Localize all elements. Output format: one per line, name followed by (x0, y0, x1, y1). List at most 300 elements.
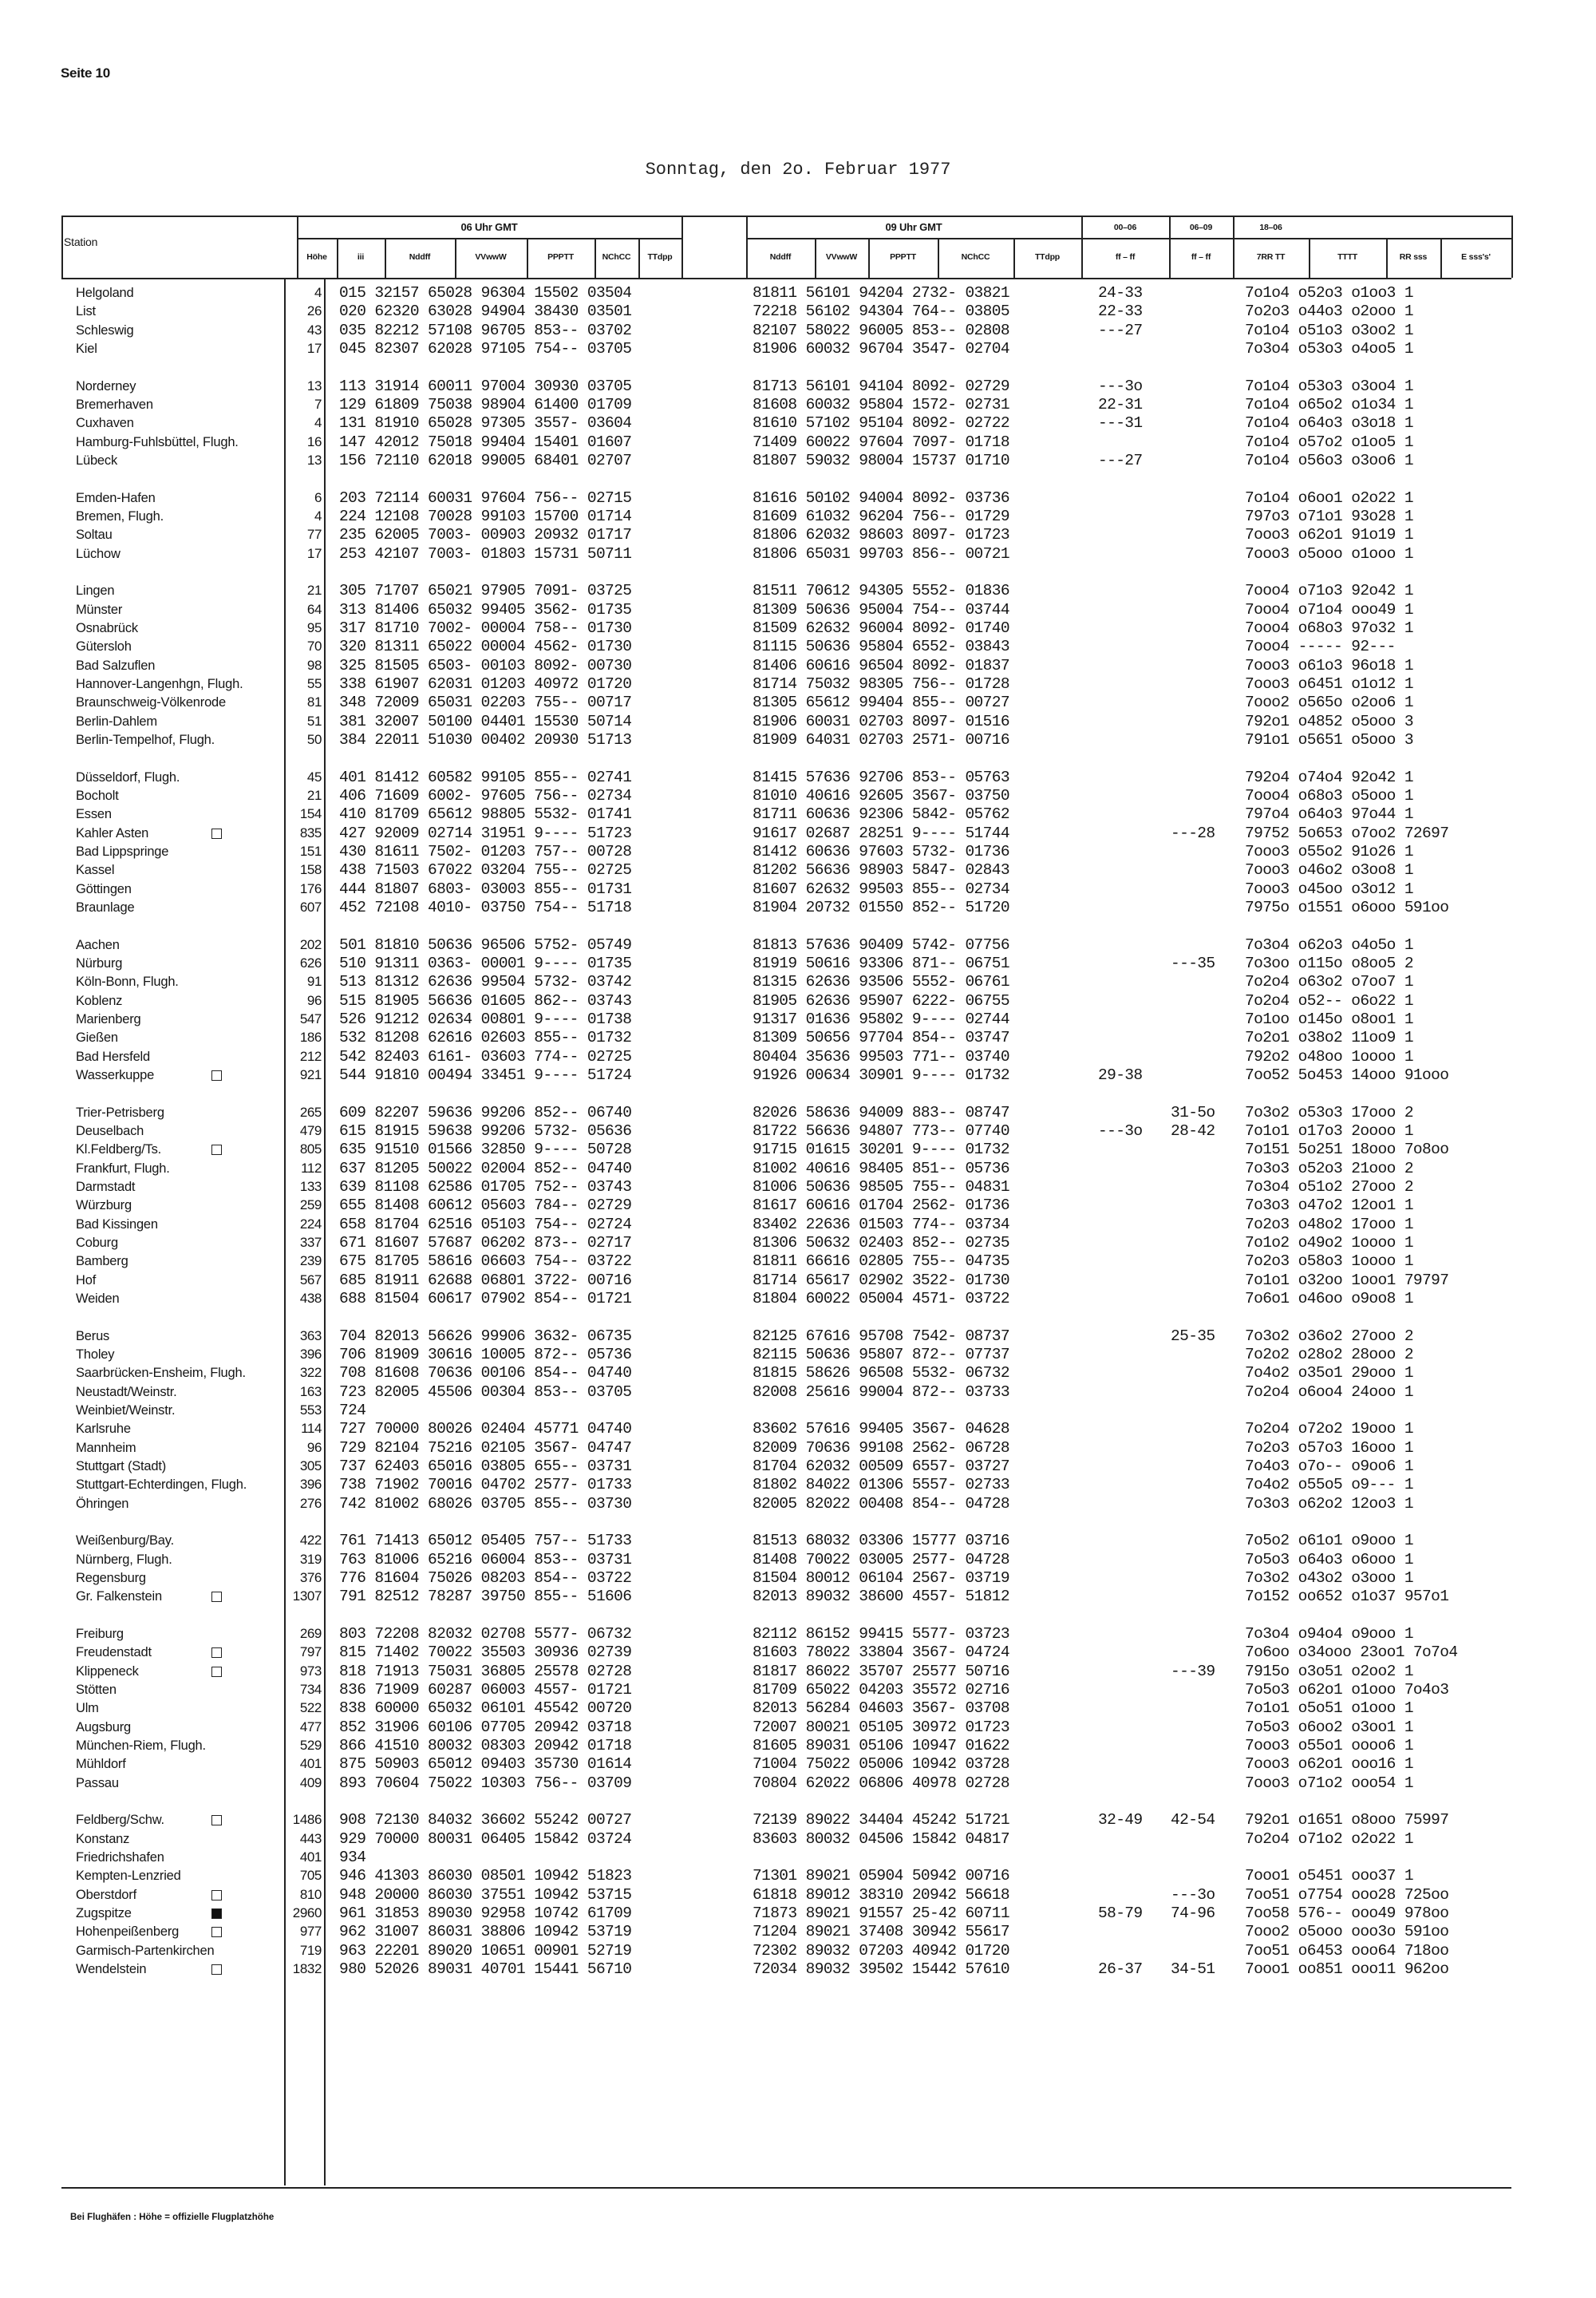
obs-09: 81709 65022 04203 35572 02716 (753, 1680, 1009, 1699)
station-hoehe: 2960 (292, 1904, 322, 1920)
obs-06: 724 (339, 1401, 366, 1419)
ext-00-06: ---31 (1098, 414, 1143, 433)
obs-06: 113 31914 60011 97004 30930 03705 (339, 377, 632, 395)
ext-18-06: 7ooo3 o62o1 91o19 1 (1245, 526, 1413, 544)
obs-06: 542 82403 6161- 03603 774-- 02725 (339, 1047, 632, 1066)
obs-09: 81415 57636 92706 853-- 05763 (753, 768, 1009, 786)
station-hoehe: 810 (299, 1886, 322, 1902)
station-hoehe: 797 (299, 1644, 322, 1660)
obs-09: 81513 68032 03306 15777 03716 (753, 1532, 1009, 1550)
station-hoehe: 529 (299, 1737, 322, 1753)
obs-09: 81807 59032 98004 15737 01710 (753, 452, 1009, 469)
ext-18-06: 792o1 o4852 o5ooo 3 (1245, 712, 1413, 730)
station-name: Mannheim (76, 1440, 136, 1455)
station-name: Göttingen (76, 881, 132, 896)
ext-18-06: 7o2o4 o63o2 o7oo7 1 (1245, 973, 1413, 991)
obs-09: 71873 89021 91557 25-42 60711 (753, 1904, 1009, 1922)
obs-06: 875 50903 65012 09403 35730 01614 (339, 1755, 632, 1774)
obs-06: 609 82207 59636 99206 852-- 06740 (339, 1103, 632, 1121)
header-group-divider (681, 216, 683, 278)
ext-18-06: 7o1o4 o53o3 o3oo4 1 (1245, 377, 1413, 395)
header-09-col: Nddff (769, 252, 792, 262)
station-hoehe: 186 (299, 1030, 322, 1046)
station-hoehe: 337 (299, 1234, 322, 1250)
obs-09: 81406 60616 96504 8092- 01837 (753, 656, 1009, 674)
header-rule-top (61, 216, 1511, 217)
obs-09: 81305 65612 99404 855-- 00727 (753, 694, 1009, 712)
station-hoehe: 151 (299, 843, 322, 859)
open-square-icon (211, 1592, 222, 1602)
station-hoehe: 17 (306, 545, 322, 561)
ext-18-06: 7ooo4 o71o4 ooo49 1 (1245, 600, 1413, 619)
obs-09: 82125 67616 95708 7542- 08737 (753, 1327, 1009, 1345)
obs-09: 82005 82022 00408 854-- 04728 (753, 1494, 1009, 1513)
ext-18-06: 7o3o4 o51o2 27ooo 2 (1245, 1177, 1413, 1196)
open-square-icon (211, 1890, 222, 1900)
ext-18-06: 7o1oo o145o o8oo1 1 (1245, 1010, 1413, 1028)
ext-18-06: 7o4o3 o7o-- o9oo6 1 (1245, 1458, 1413, 1475)
obs-09: 72218 56102 94304 764-- 03805 (753, 303, 1009, 321)
header-ext-col: TTTT (1337, 252, 1357, 262)
obs-06: 893 70604 75022 10303 756-- 03709 (339, 1774, 632, 1792)
station-name: Konstanz (76, 1831, 130, 1846)
station-hoehe: 158 (299, 862, 322, 878)
ext-18-06: 7oo58 576-- ooo49 978oo (1245, 1904, 1449, 1922)
obs-09: 71204 89021 37408 30942 55617 (753, 1923, 1009, 1941)
station-name: Freudenstadt (76, 1643, 152, 1662)
ext-18-06: 7ooo3 o71o2 ooo54 1 (1245, 1774, 1413, 1792)
station-name: Hohenpeißenberg (76, 1922, 179, 1941)
obs-06: 685 81911 62688 06801 3722- 00716 (339, 1271, 632, 1289)
obs-09: 91617 02687 28251 9---- 51744 (753, 824, 1009, 842)
ext-18-06: 7o3o2 o36o2 27ooo 2 (1245, 1327, 1413, 1345)
station-name: Braunschweig-Völkenrode (76, 695, 227, 710)
ext-06-09: ---3o (1171, 1885, 1215, 1904)
station-name: Düsseldorf, Flugh. (76, 769, 180, 785)
station-hoehe: 70 (306, 639, 322, 655)
station-name: Nürburg (76, 955, 123, 971)
ext-18-06: 7o2o2 o28o2 28ooo 2 (1245, 1345, 1413, 1363)
station-name: Gießen (76, 1030, 118, 1046)
station-name: Gr. Falkenstein (76, 1587, 162, 1606)
station-hoehe: 96 (306, 1439, 322, 1455)
obs-09: 81919 50616 93306 871-- 06751 (753, 954, 1009, 972)
obs-06: 738 71902 70016 04702 2577- 01733 (339, 1476, 632, 1494)
obs-09: 71409 60022 97604 7097- 01718 (753, 433, 1009, 451)
obs-06: 948 20000 86030 37551 10942 53715 (339, 1885, 632, 1904)
station-hoehe: 16 (306, 433, 322, 449)
station-name: Essen (76, 807, 112, 822)
obs-09: 82013 56284 04603 3567- 03708 (753, 1699, 1009, 1718)
obs-09: 81509 62632 96004 8092- 01740 (753, 619, 1009, 637)
station-name: Marienberg (76, 1011, 141, 1026)
ext-18-06: 797o3 o71o1 93o28 1 (1245, 507, 1413, 525)
obs-06: 320 81311 65022 00004 4562- 01730 (339, 638, 632, 656)
station-name: Karlsruhe (76, 1422, 131, 1437)
station-name: Berus (76, 1328, 110, 1343)
station-hoehe: 1486 (292, 1812, 322, 1828)
obs-09: 81607 62632 99503 855-- 02734 (753, 880, 1009, 898)
obs-06: 348 72009 65031 02203 755-- 00717 (339, 694, 632, 712)
station-hoehe: 1832 (292, 1961, 322, 1976)
ext-18-06: 7o2o3 o48o2 17ooo 1 (1245, 1215, 1413, 1233)
obs-06: 325 81505 6503- 00103 8092- 00730 (339, 656, 632, 674)
station-name: Bremen, Flugh. (76, 508, 164, 524)
ext-00-06: 29-38 (1098, 1066, 1143, 1084)
ext-18-06: 7ooo4 o71o3 92o42 1 (1245, 582, 1413, 600)
ext-18-06: 7o3o4 o53o3 o4oo5 1 (1245, 340, 1413, 358)
obs-09: 81609 61032 96204 756-- 01729 (753, 507, 1009, 525)
ext-18-06: 7o1o4 o6oo1 o2o22 1 (1245, 488, 1413, 507)
obs-09: 80404 35636 99503 771-- 03740 (753, 1047, 1009, 1066)
station-name: Bad Kissingen (76, 1216, 158, 1232)
station-hoehe: 276 (299, 1495, 322, 1511)
station-hoehe: 17 (306, 341, 322, 357)
station-hoehe: 114 (301, 1421, 322, 1437)
station-hoehe: 7 (314, 397, 322, 412)
station-name: Passau (76, 1775, 119, 1790)
station-name: Schleswig (76, 322, 134, 338)
obs-09: 81802 84022 01306 5557- 02733 (753, 1476, 1009, 1494)
station-hoehe: 522 (299, 1700, 322, 1716)
station-hoehe: 547 (299, 1011, 322, 1026)
obs-09: 81115 50636 95804 6552- 03843 (753, 638, 1009, 656)
obs-09: 81904 20732 01550 852-- 51720 (753, 899, 1009, 916)
ext-18-06: 7o2o4 o52-- o6o22 1 (1245, 991, 1413, 1010)
station-hoehe: 477 (299, 1719, 322, 1734)
station-name: Koblenz (76, 993, 123, 1008)
obs-06: 708 81608 70636 00106 854-- 04740 (339, 1364, 632, 1382)
obs-09: 81010 40616 92605 3567- 03750 (753, 786, 1009, 805)
ext-18-06: 7o3o3 o47o2 12oo1 1 (1245, 1196, 1413, 1215)
station-name: Wasserkuppe (76, 1066, 154, 1085)
ext-18-06: 7o1o4 o56o3 o3oo6 1 (1245, 452, 1413, 469)
obs-06: 962 31007 86031 38806 10942 53719 (339, 1923, 632, 1941)
station-hoehe: 21 (306, 583, 322, 599)
ext-18-06: 7o2o1 o38o2 11oo9 1 (1245, 1029, 1413, 1047)
station-name: Oberstdorf (76, 1885, 136, 1904)
station-hoehe: 607 (299, 900, 322, 915)
obs-09: 72007 80021 05105 30972 01723 (753, 1718, 1009, 1736)
obs-06: 852 31906 60106 07705 20942 03718 (339, 1718, 632, 1736)
station-name: Klippeneck (76, 1662, 139, 1681)
obs-09: 71004 75022 05006 10942 03728 (753, 1755, 1009, 1774)
obs-06: 510 91311 0363- 00001 9---- 01735 (339, 954, 632, 972)
station-hoehe: 154 (299, 806, 322, 822)
ext-18-06: 7o1o2 o49o2 1oooo 1 (1245, 1233, 1413, 1252)
obs-09: 81714 75032 98305 756-- 01728 (753, 674, 1009, 693)
ext-18-06: 7o6o1 o46oo o9oo8 1 (1245, 1290, 1413, 1307)
obs-06: 020 62320 63028 94904 38430 03501 (339, 303, 632, 321)
obs-06: 980 52026 89031 40701 15441 56710 (339, 1960, 632, 1978)
station-name: Zugspitze (76, 1904, 132, 1923)
header-left-border (61, 216, 63, 278)
ext-18-06: 7o152 oo652 o1o37 957o1 (1245, 1588, 1449, 1606)
obs-06: 035 82212 57108 96705 853-- 03702 (339, 321, 632, 339)
obs-06: 637 81205 50022 02004 852-- 04740 (339, 1159, 632, 1177)
obs-06: 253 42107 7003- 01803 15731 50711 (339, 544, 632, 563)
obs-09: 82107 58022 96005 853-- 02808 (753, 321, 1009, 339)
ext-18-06: 7o6oo o34ooo 23oo1 7o7o4 (1245, 1643, 1458, 1662)
ext-18-06: 79752 5o653 o7oo2 72697 (1245, 824, 1449, 842)
station-hoehe: 719 (299, 1942, 322, 1958)
station-name: Feldberg/Schw. (76, 1810, 164, 1829)
obs-06: 131 81910 65028 97305 3557- 03604 (339, 414, 632, 433)
footnote: Bei Flughäfen : Höhe = offizielle Flugplatzhöhe (70, 2213, 275, 2222)
ext-18-06: 7o4o2 o35o1 29ooo 1 (1245, 1364, 1413, 1382)
obs-09: 71301 89021 05904 50942 00716 (753, 1867, 1009, 1885)
ext-18-06: 7ooo1 o5451 ooo37 1 (1245, 1867, 1413, 1885)
station-hoehe: 422 (299, 1533, 322, 1548)
ext-18-06: 7ooo3 o61o3 96o18 1 (1245, 656, 1413, 674)
header-group-divider (1511, 216, 1513, 278)
ext-18-06: 7oo51 o6453 ooo64 718oo (1245, 1941, 1449, 1960)
station-hoehe: 96 (306, 992, 322, 1008)
ext-18-06: 7o3oo o115o o8oo5 2 (1245, 954, 1413, 972)
obs-06: 737 62403 65016 03805 655-- 03731 (339, 1458, 632, 1475)
obs-09: 81608 60032 95804 1572- 02731 (753, 396, 1009, 413)
ext-18-06: 7ooo1 oo851 ooo11 962oo (1245, 1960, 1449, 1978)
obs-09: 81412 60636 97603 5732- 01736 (753, 842, 1009, 860)
station-name: Soltau (76, 528, 113, 543)
station-name: Lingen (76, 583, 115, 599)
obs-09: 91926 00634 30901 9---- 01732 (753, 1066, 1009, 1084)
station-hoehe: 6 (314, 489, 322, 505)
obs-09: 81906 60031 02703 8097- 01516 (753, 712, 1009, 730)
obs-06: 615 81915 59638 99206 5732- 05636 (339, 1121, 632, 1140)
station-hoehe: 269 (299, 1625, 322, 1641)
ext-00-06: ---3o (1098, 1121, 1143, 1140)
station-name: Ulm (76, 1701, 99, 1716)
station-name: Coburg (76, 1235, 118, 1250)
open-square-icon (211, 1070, 222, 1081)
station-hoehe: 13 (306, 378, 322, 394)
station-name: Kl.Feldberg/Ts. (76, 1140, 161, 1159)
station-name: Berlin-Tempelhof, Flugh. (76, 733, 215, 747)
ext-06-09: 25-35 (1171, 1327, 1215, 1345)
ext-00-06: 26-37 (1098, 1960, 1143, 1978)
station-name: Würzburg (76, 1198, 132, 1213)
obs-09: 81711 60636 92306 5842- 05762 (753, 805, 1009, 824)
station-hoehe: 95 (306, 619, 322, 635)
obs-09: 81909 64031 02703 2571- 00716 (753, 731, 1009, 749)
ext-18-06: 7o2o4 o72o2 19ooo 1 (1245, 1420, 1413, 1438)
obs-06: 704 82013 56626 99906 3632- 06735 (339, 1327, 632, 1345)
ext-18-06: 7975o o1551 o6ooo 591oo (1245, 899, 1449, 916)
obs-06: 742 81002 68026 03705 855-- 03730 (339, 1494, 632, 1513)
ext-18-06: 7ooo4 ----- 92--- (1245, 638, 1396, 656)
obs-06: 763 81006 65216 06004 853-- 03731 (339, 1550, 632, 1568)
obs-09: 82112 86152 99415 5577- 03723 (753, 1624, 1009, 1643)
ext-06-09: ---28 (1171, 824, 1215, 842)
station-name: München-Riem, Flugh. (76, 1738, 206, 1753)
ext-18-06: 7o3o4 o62o3 o4o5o 1 (1245, 935, 1413, 954)
header-ext-col: 7RR TT (1256, 252, 1286, 262)
ext-00-06: 22-33 (1098, 303, 1143, 321)
station-name: Stötten (76, 1682, 117, 1697)
ext-18-06: 792o1 o1651 o8ooo 75997 (1245, 1811, 1449, 1829)
obs-06: 838 60000 65032 06101 45542 00720 (339, 1699, 632, 1718)
station-hoehe: 553 (299, 1402, 322, 1418)
ext-18-06: 7o5o3 o64o3 o6ooo 1 (1245, 1550, 1413, 1568)
station-hoehe: 55 (306, 675, 322, 691)
ext-18-06: 7ooo3 o5ooo o1ooo 1 (1245, 544, 1413, 563)
obs-06: 729 82104 75216 02105 3567- 04747 (339, 1438, 632, 1457)
obs-09: 81616 50102 94004 8092- 03736 (753, 488, 1009, 507)
station-hoehe: 977 (299, 1924, 322, 1940)
station-name: Wendelstein (76, 1960, 146, 1979)
station-name: List (76, 304, 96, 319)
obs-06: 866 41510 80032 08303 20942 01718 (339, 1736, 632, 1754)
header-ext-col: E sss's' (1461, 252, 1491, 262)
station-name: Frankfurt, Flugh. (76, 1161, 170, 1176)
obs-09: 81906 60032 96704 3547- 02704 (753, 340, 1009, 358)
station-hoehe: 322 (299, 1365, 322, 1381)
ext-18-06: 7o3o3 o52o3 21ooo 2 (1245, 1159, 1413, 1177)
station-name: Hof (76, 1272, 97, 1287)
ext-18-06: 7o5o2 o61o1 o9ooo 1 (1245, 1532, 1413, 1550)
header-rule-mid-09 (746, 238, 1081, 239)
ext-18-06: 7o3o3 o62o2 12oo3 1 (1245, 1494, 1413, 1513)
station-hoehe: 265 (299, 1104, 322, 1120)
station-hoehe: 133 (299, 1178, 322, 1194)
obs-06: 526 91212 02634 00801 9---- 01738 (339, 1010, 632, 1028)
ext-18-06: 7oo51 o7754 ooo28 725oo (1245, 1885, 1449, 1904)
station-name: Kiel (76, 342, 97, 357)
station-hoehe: 443 (299, 1830, 322, 1846)
station-hoehe: 401 (299, 1849, 322, 1865)
station-hoehe: 64 (306, 601, 322, 617)
station-hoehe: 363 (299, 1327, 322, 1343)
obs-06: 045 82307 62028 97105 754-- 03705 (339, 340, 632, 358)
open-square-icon (211, 1964, 222, 1975)
ext-18-06: 7ooo3 o46o2 o3oo8 1 (1245, 861, 1413, 880)
header-iii: iii (357, 252, 365, 262)
header-station: Station (64, 235, 98, 248)
obs-09: 91317 01636 95802 9---- 02744 (753, 1010, 1009, 1028)
station-hoehe: 438 (299, 1291, 322, 1306)
ext-18-06: 7ooo3 o62o1 ooo16 1 (1245, 1755, 1413, 1774)
obs-09: 83603 80032 04506 15842 04817 (753, 1829, 1009, 1848)
ext-06-09: ---35 (1171, 954, 1215, 972)
station-hoehe: 319 (299, 1551, 322, 1567)
obs-09: 81617 60616 01704 2562- 01736 (753, 1196, 1009, 1215)
open-square-icon (211, 1145, 222, 1155)
obs-09: 81811 56101 94204 2732- 03821 (753, 284, 1009, 302)
station-hoehe: 81 (306, 694, 322, 710)
obs-09: 81309 50656 97704 854-- 03747 (753, 1029, 1009, 1047)
station-name: Garmisch-Partenkirchen (76, 1943, 215, 1958)
station-name: Münster (76, 602, 123, 617)
station-name: Regensburg (76, 1570, 146, 1585)
header-06-col: VVwwW (475, 252, 507, 262)
header-06-title: 06 Uhr GMT (460, 221, 518, 233)
ext-00-06: 32-49 (1098, 1811, 1143, 1829)
station-name: Saarbrücken-Ensheim, Flugh. (76, 1366, 246, 1381)
obs-09: 82115 50636 95807 872-- 07737 (753, 1345, 1009, 1363)
header-06-col: TTdpp (647, 252, 673, 262)
obs-06: 515 81905 56636 01605 862-- 03743 (339, 991, 632, 1010)
header-ext-col: RR sss (1399, 252, 1428, 262)
station-name: Köln-Bonn, Flugh. (76, 975, 179, 990)
obs-06: 384 22011 51030 00402 20930 51713 (339, 731, 632, 749)
station-name: Norderney (76, 378, 136, 394)
obs-06: 946 41303 86030 08501 10942 51823 (339, 1867, 632, 1885)
obs-06: 639 81108 62586 01705 752-- 03743 (339, 1177, 632, 1196)
header-06-col: PPPTT (547, 252, 574, 262)
ext-18-06: 7o2o4 o6oo4 24ooo 1 (1245, 1382, 1413, 1401)
obs-06: 317 81710 7002- 00004 758-- 01730 (339, 619, 632, 637)
obs-09: 82013 89032 38600 4557- 51812 (753, 1588, 1009, 1606)
station-name: Stuttgart (Stadt) (76, 1459, 167, 1473)
ext-18-06: 7o2o3 o44o3 o2ooo 1 (1245, 303, 1413, 321)
ext-06-09: 42-54 (1171, 1811, 1215, 1829)
station-name: Friedrichshafen (76, 1849, 164, 1865)
ext-18-06: 7915o o3o51 o2oo2 1 (1245, 1662, 1413, 1680)
station-hoehe: 112 (301, 1160, 322, 1176)
open-square-icon (211, 1647, 222, 1658)
station-name: Gütersloh (76, 639, 132, 655)
station-name: Mühldorf (76, 1757, 126, 1772)
obs-09: 81408 70022 03005 2577- 04728 (753, 1550, 1009, 1568)
station-name: Hannover-Langenhgn, Flugh. (76, 676, 243, 691)
obs-06: 658 81704 62516 05103 754-- 02724 (339, 1215, 632, 1233)
obs-06: 635 91510 01566 32850 9---- 50728 (339, 1141, 632, 1159)
obs-09: 81511 70612 94305 5552- 01836 (753, 582, 1009, 600)
station-name: Lüchow (76, 546, 120, 561)
obs-09: 81315 62636 93506 5552- 06761 (753, 973, 1009, 991)
ext-06-09: 34-51 (1171, 1960, 1215, 1978)
ext-18-06: 7o1o1 o5o51 o1ooo 1 (1245, 1699, 1413, 1718)
header-09-col: VVwwW (825, 252, 858, 262)
ext-18-06: 7oo52 5o453 14ooo 91ooo (1245, 1066, 1449, 1084)
station-name: Emden-Hafen (76, 490, 156, 505)
obs-09: 81811 66616 02805 755-- 04735 (753, 1252, 1009, 1271)
obs-09: 81610 57102 95104 8092- 02722 (753, 414, 1009, 433)
station-hoehe: 51 (306, 713, 322, 729)
obs-09: 72034 89032 39502 15442 57610 (753, 1960, 1009, 1978)
obs-06: 961 31853 89030 92958 10742 61709 (339, 1904, 632, 1922)
obs-09: 82026 58636 94009 883-- 08747 (753, 1103, 1009, 1121)
station-hoehe: 835 (299, 825, 322, 840)
station-hoehe: 21 (306, 787, 322, 803)
header-rule-bottom (61, 278, 1511, 279)
obs-06: 929 70000 80031 06405 15842 03724 (339, 1829, 632, 1848)
ext-18-06: 7ooo3 o55o2 91o26 1 (1245, 842, 1413, 860)
obs-09: 81605 89031 05106 10947 01622 (753, 1736, 1009, 1754)
obs-06: 532 81208 62616 02603 855-- 01732 (339, 1029, 632, 1047)
station-name: Öhringen (76, 1496, 129, 1511)
ext-18-06: 7o3o4 o94o4 o9ooo 1 (1245, 1624, 1413, 1643)
station-name: Darmstadt (76, 1179, 136, 1194)
obs-06: 513 81312 62636 99504 5732- 03742 (339, 973, 632, 991)
station-name: Kassel (76, 863, 115, 878)
ext-18-06: 7o3o2 o43o2 o3ooo 1 (1245, 1568, 1413, 1587)
obs-06: 235 62005 7003- 00903 20932 01717 (339, 526, 632, 544)
station-hoehe: 239 (299, 1253, 322, 1269)
obs-09: 81603 78022 33804 3567- 04724 (753, 1643, 1009, 1662)
ext-18-06: 7ooo3 o55o1 oooo6 1 (1245, 1736, 1413, 1754)
station-hoehe: 163 (299, 1383, 322, 1399)
ext-00-06: ---3o (1098, 377, 1143, 395)
open-square-icon (211, 1815, 222, 1825)
obs-09: 81905 62636 95907 6222- 06755 (753, 991, 1009, 1010)
obs-06: 401 81412 60582 99105 855-- 02741 (339, 768, 632, 786)
station-name: Deuselbach (76, 1123, 144, 1138)
station-name: Lübeck (76, 453, 118, 468)
obs-09: 81817 86022 35707 25577 50716 (753, 1662, 1009, 1680)
obs-06: 836 71909 60287 06003 4557- 01721 (339, 1680, 632, 1699)
